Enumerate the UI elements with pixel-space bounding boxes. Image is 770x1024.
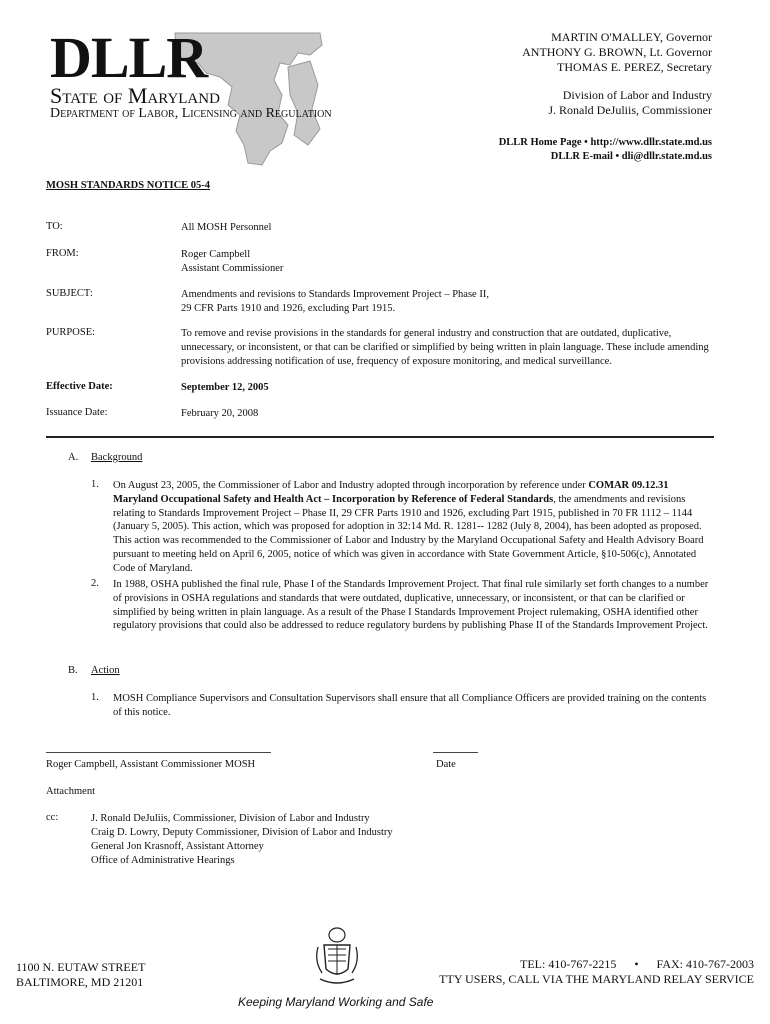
effective-date-label: Effective Date: xyxy=(46,381,113,392)
contact-block xyxy=(499,136,712,164)
effective-date-value: September 12, 2005 xyxy=(181,382,269,393)
from-name: Roger Campbell xyxy=(181,249,251,260)
telephone: TEL: 410-767-2215 xyxy=(520,957,617,971)
secretary: THOMAS E. PEREZ, Secretary xyxy=(557,60,712,74)
signature-name: Roger Campbell, Assistant Commissioner MOSH xyxy=(46,759,256,770)
maryland-seal-icon xyxy=(314,925,360,987)
bullet-separator: • xyxy=(634,957,639,971)
footer-contact xyxy=(439,957,754,987)
date-line xyxy=(433,752,478,753)
cc-item: J. Ronald DeJuliis, Commissioner, Division of Labor and Industry xyxy=(91,813,370,824)
p1-start: On August 23, 2005, the Commissioner of Labor and Industry adopted through incorporation by reference under xyxy=(113,480,589,491)
tty-line: TTY USERS, CALL VIA THE MARYLAND RELAY SERVICE xyxy=(439,972,754,986)
to-label: TO: xyxy=(46,221,63,232)
department-line: Department of Labor, Licensing and Regulation xyxy=(50,106,332,121)
section-b-title: Action xyxy=(91,665,120,676)
section-a-title: Background xyxy=(91,452,143,463)
date-label: Date xyxy=(436,759,456,770)
section-a-letter: A. xyxy=(68,452,79,463)
to-value: All MOSH Personnel xyxy=(181,222,272,233)
section-a-p2-number: 2. xyxy=(91,578,99,589)
lt-governor: ANTHONY G. BROWN, Lt. Governor xyxy=(522,45,712,59)
subject-line-2: 29 CFR Parts 1910 and 1926, excluding Part 1915. xyxy=(181,303,396,314)
cc-item: General Jon Krasnoff, Assistant Attorney xyxy=(91,841,264,852)
cc-list xyxy=(91,812,393,868)
cc-label: cc: xyxy=(46,812,59,823)
from-title: Assistant Commissioner xyxy=(181,263,284,274)
motto: Keeping Maryland Working and Safe xyxy=(238,995,434,1009)
section-a-p1-number: 1. xyxy=(91,479,99,490)
issuance-date-label: Issuance Date: xyxy=(46,407,108,418)
section-b-paragraph-1: MOSH Compliance Supervisors and Consultation Supervisors shall ensure that all Compliance Officers are provided training on the contents of this notice. xyxy=(113,693,707,718)
attachment-label: Attachment xyxy=(46,786,95,797)
subject-line-1: Amendments and revisions to Standards Improvement Project – Phase II, xyxy=(181,289,489,300)
address-line-1: 1100 N. EUTAW STREET xyxy=(16,960,146,974)
purpose-value: To remove and revise provisions in the standards for general industry and construction that are outdated, duplicative, unnecessary, or inconsistent, or that can be clarified or simplified by being written in plain language. These include amending provisions addressing notification of use, frequency of exposure monitoring, and medical surveillance. xyxy=(181,328,709,367)
footer-address xyxy=(16,960,145,990)
officials-block xyxy=(522,30,712,75)
p1-bold: COMAR 09.12.31 Maryland Occupational Safety and Health Act – Incorporation by Reference of Federal Standards xyxy=(113,480,669,505)
address-line-2: BALTIMORE, MD 21201 xyxy=(16,975,144,989)
cc-item: Office of Administrative Hearings xyxy=(91,855,235,866)
notice-title: MOSH STANDARDS NOTICE 05-4 xyxy=(46,180,211,191)
p1-end: , the amendments and revisions relating to Standards Improvement Project – Phase II, 29 CFR Parts 1910 and 1926, excluding Part 1915, published in 70 FR 1112 – 1144 (January 5, 2005). This action, which was proposed for adoption in 32:14 Md. R. 1281-- 1282 (July 8, 2004), has been adopted as proposed. This action was recommended to the Commissioner of Labor and Industry by the Maryland Occupational Safety and Health Advisory Board pursuant to meeting held on April 6, 2005, notice of which was given in accordance with State Government Article, §10-506(c), Annotated Code of Maryland. xyxy=(113,493,704,574)
dllr-logo: DLLR xyxy=(50,25,208,90)
email-link[interactable]: DLLR E-mail • dli@dllr.state.md.us xyxy=(550,151,712,162)
section-b-p1-number: 1. xyxy=(91,692,99,703)
phone-fax-line xyxy=(439,957,754,972)
fax: FAX: 410-767-2003 xyxy=(656,957,754,971)
subject-label: SUBJECT: xyxy=(46,288,93,299)
section-a-paragraph-1 xyxy=(113,479,715,576)
subject-value xyxy=(181,288,716,316)
issuance-date-value: February 20, 2008 xyxy=(181,408,259,419)
section-a-paragraph-2: In 1988, OSHA published the final rule, Phase I of the Standards Improvement Project. That final rule similarly set forth changes to a number of provisions in OSHA regulations and standards that were outdated, duplicative, unnecessary, or inconsistent, or that can be clarified or simplified by being written in plain language. As a result of the Phase I Standards Improvement Project rulemaking, OSHA identified other regulatory provisions that could also be addressed to reduce regulatory burdens by publishing Phase II of the Standards Improvement Project. xyxy=(113,579,709,632)
from-value xyxy=(181,248,716,276)
divider xyxy=(46,436,714,438)
governor: MARTIN O'MALLEY, Governor xyxy=(551,30,712,44)
division-name: Division of Labor and Industry xyxy=(562,88,712,102)
state-line: State of Maryland xyxy=(50,83,220,108)
from-label: FROM: xyxy=(46,248,79,259)
cc-item: Craig D. Lowry, Deputy Commissioner, Division of Labor and Industry xyxy=(91,827,393,838)
home-page-link[interactable]: DLLR Home Page • http://www.dllr.state.md.us xyxy=(498,137,712,148)
section-b-letter: B. xyxy=(68,665,78,676)
signature-line xyxy=(46,752,271,753)
division-block xyxy=(548,88,712,118)
purpose-label: PURPOSE: xyxy=(46,327,96,338)
commissioner: J. Ronald DeJuliis, Commissioner xyxy=(548,103,712,117)
